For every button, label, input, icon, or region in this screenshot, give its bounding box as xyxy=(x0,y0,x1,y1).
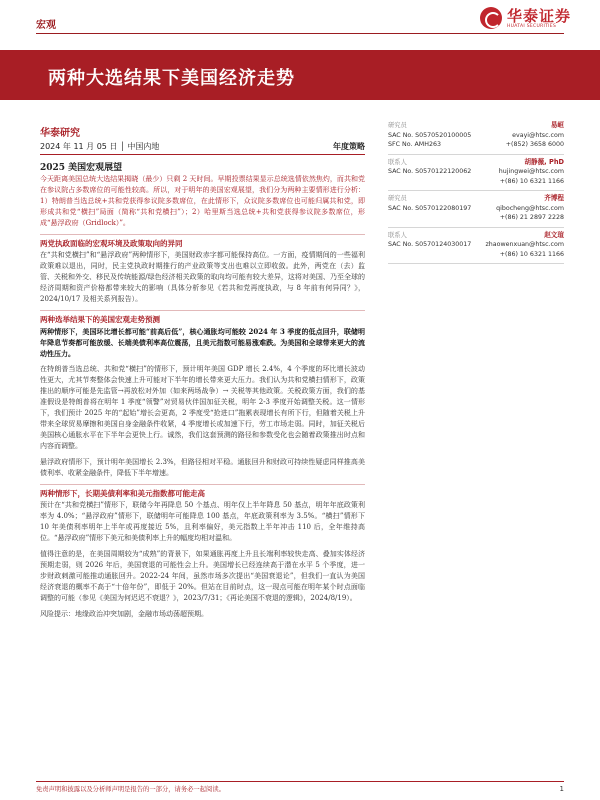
logo-icon xyxy=(480,7,502,29)
analyst-role: 联系人 xyxy=(388,231,407,239)
analyst-email[interactable]: zhaowenxuan@htsc.com xyxy=(485,241,564,248)
title-banner xyxy=(0,50,600,100)
analyst-license: SAC No. S0570122080197 xyxy=(388,204,472,212)
analyst-phone: +(86) 10 6321 1166 xyxy=(499,177,564,185)
report-region: 中国内地 xyxy=(127,142,160,151)
rates-paragraph: 预计在“共和党横扫”情形下，联储今年再降息 50 个基点、明年仅上半年降息 50 基点，明年年底政策利率为 4.0%；“悬浮政府”情形下，联储明年可能降息 100 基点，年底政策利率为 3.5%。“横扫”情形下 10 年美债利率明年上半年或再度接近 5%，且利率偏好，美元指数上半年冲击 110 后，全年维持高位。“悬浮政府”情形下美元和美债利率上升的幅度均相对温和。 xyxy=(40,501,365,542)
disclaimer-footer: 免责声明和披露以及分析师声明是报告的一部分，请务必一起阅读。 xyxy=(36,781,564,793)
analyst-card xyxy=(388,228,564,265)
analyst-email[interactable]: evayi@htsc.com xyxy=(512,131,564,139)
forecast-paragraph: 两种情形下，美国环比增长都可能“前高后低”，核心通胀均可能较 2024 年 3 季度的低点回升，联储明年降息节奏都可能放缓、长端美债利率高位震荡，且美元指数可能易涨难跌。为美国和全球带来更大的流动性压力。 xyxy=(40,327,365,358)
analyst-phone: +(86) 10 6321 1166 xyxy=(499,250,564,258)
section-heading-forecast: 两种选举结果下的美国宏观走势预测 xyxy=(40,310,365,326)
analyst-license-sfc: SFC No. AMH263 xyxy=(388,141,441,148)
logo-cn-text: 华泰证券 xyxy=(507,6,572,25)
section-heading-outlook: 2025 美国宏观展望 xyxy=(40,163,123,173)
logo-en-text: HUATAI SECURITIES xyxy=(507,23,557,29)
analyst-name: 赵文瑄 xyxy=(544,230,564,239)
analyst-phone: +(86) 21 2897 2228 xyxy=(499,214,564,221)
section-heading-policy: 两党执政面临的宏观环境及政策取向的异同 xyxy=(40,234,365,250)
category-tag: 宏观 xyxy=(36,20,56,31)
trump-scenario-paragraph: 在特朗普当选总统、共和党“横扫”的情形下，预计明年美国 GDP 增长 2.4%，4 个季度的环比增长波动性更大，尤其节奏整体会快速上升可能对下半年的增长带来更大压力。我们认为共和党横扫情形下，政策推出的顺序可能是先监管→再放松对外加（如来两场战争）→ 关税等其他政策。关税政策方面，我们的基准假设是特朗普将在明年 1 季度“领警”对贸易伙伴国加征关税，明年 2-3 季度开始调整关税。这一情形下，我们预计 2025 年的“起始”增长会更高，2 季度受“抢进口”拖累表现增长有所下行，但随着关税上升带来全球贸易摩擦和美国自身金融条件收紧，4 季度增长或加速下行，劳工市场走弱。同时，加征关税后美国核心通胀水平在下半年会更快上行。诚然，我们这套预测的路径和参数受化也会随着政策推出时点和内容而调整。 xyxy=(40,365,365,450)
research-label: 华泰研究 xyxy=(40,128,80,139)
report-date: 2024 年 11 月 05 日 xyxy=(40,142,118,151)
huatai-logo xyxy=(480,7,571,29)
analyst-card xyxy=(388,155,564,192)
gridlock-scenario-paragraph: 悬浮政府情形下，预计明年美国增长 2.3%，但路径相对平稳。通胀回升和财政可持续性疑虑同样推高美债利率、收紧金融条件，降低下半年增速。 xyxy=(40,458,365,477)
report-title: 两种大选结果下美国经济走势 xyxy=(48,68,295,89)
analyst-role: 研究员 xyxy=(388,195,407,202)
analyst-email[interactable]: hujingwei@htsc.com xyxy=(498,168,564,175)
page-number: 1 xyxy=(559,785,564,793)
header-rule xyxy=(36,33,564,34)
section-heading-rates: 两种情形下，长期美债利率和美元指数都可能走高 xyxy=(40,484,365,500)
recession-paragraph: 值得注意的是，在美国周期较为“成熟”的背景下，如果通胀再度上升且长端利率较快走高、叠加实体经济预期走弱，则 2026 年后，美国衰退的可能性会上升。美国增长已经连续高于潜在水平 5 个季度，进一步财政刺激可能推动通胀回升。2022-24 年间，虽然市场多次提出“美国衰退论”，但我们一直认为美国经济衰退的概率不高于“十倍年份”，即低于 20%。但站在目前时点，这一现点可能在明年某个时点面临调整的可能（参见《美国为何迟迟不衰退？》，2023/7/31；《再论美国不衰退的逻辑》，2024/8/19）。 xyxy=(40,550,365,602)
analyst-license: SAC No. S0570520100005 xyxy=(388,131,472,139)
analyst-name: 齐博程 xyxy=(544,194,564,202)
analyst-card xyxy=(388,191,564,228)
analyst-card xyxy=(388,118,564,155)
analyst-role: 联系人 xyxy=(388,158,407,166)
analyst-license: SAC No. S0570122120062 xyxy=(388,168,472,175)
analyst-name: 易峘 xyxy=(550,121,564,129)
analyst-license: SAC No. S0570124030017 xyxy=(388,241,472,248)
report-type: 年度策略 xyxy=(333,142,365,151)
analyst-sidebar xyxy=(388,118,564,264)
policy-paragraph: 在“共和党横扫”和“悬浮政府”两种情形下，美国财政赤字都可能保持高位。一方面，疫情期间的一些福利政策难以退出，同时，民主党执政时期推行的产业政策等支出也难以立即收敛。此外，两党在（去）监管、关税和外交、移民及传统能源/绿色经济相关政策的取向均可能有较大差异，这将对美国、乃至全球的经济周期和资产价格都带来较大的影响（具体分析参见《若共和党再度执政，与 8 年前有何异同？》，2024/10/17 及相关系列报告）。 xyxy=(40,251,365,303)
dateline: 2024 年 11 月 05 日 │ 中国内地 年度策略 xyxy=(40,141,365,155)
risk-warning: 风险提示：地缘政治冲突加剧，金融市场动荡超预期。 xyxy=(40,610,208,618)
main-content xyxy=(40,162,365,620)
analyst-email[interactable]: qibocheng@htsc.com xyxy=(496,204,564,212)
analyst-name: 胡静薇, PhD xyxy=(524,157,564,166)
summary-paragraph: 今天距离美国总统大选结果揭晓（最少）只剩 2 天时间。早期投票结果显示总统选情依然焦灼，而共和党在参议院占多数席位的可能性较高。所以，对于明年的美国宏观展望，我们分为两种主要情形进行分析：1）特朗普当选总统+共和党获得参议院多数席位，在此情形下，众议院多数席位也可能归属共和党，即形成共和党“横扫”局面（简称“共和党横扫”）；2）哈里斯当选总统+共和党获得参议院多数席位，形成“悬浮政府（Gridlock）”。 xyxy=(40,175,365,227)
analyst-role: 研究员 xyxy=(388,122,407,129)
report-header xyxy=(0,0,600,50)
analyst-phone: +(852) 3658 6000 xyxy=(505,141,564,148)
